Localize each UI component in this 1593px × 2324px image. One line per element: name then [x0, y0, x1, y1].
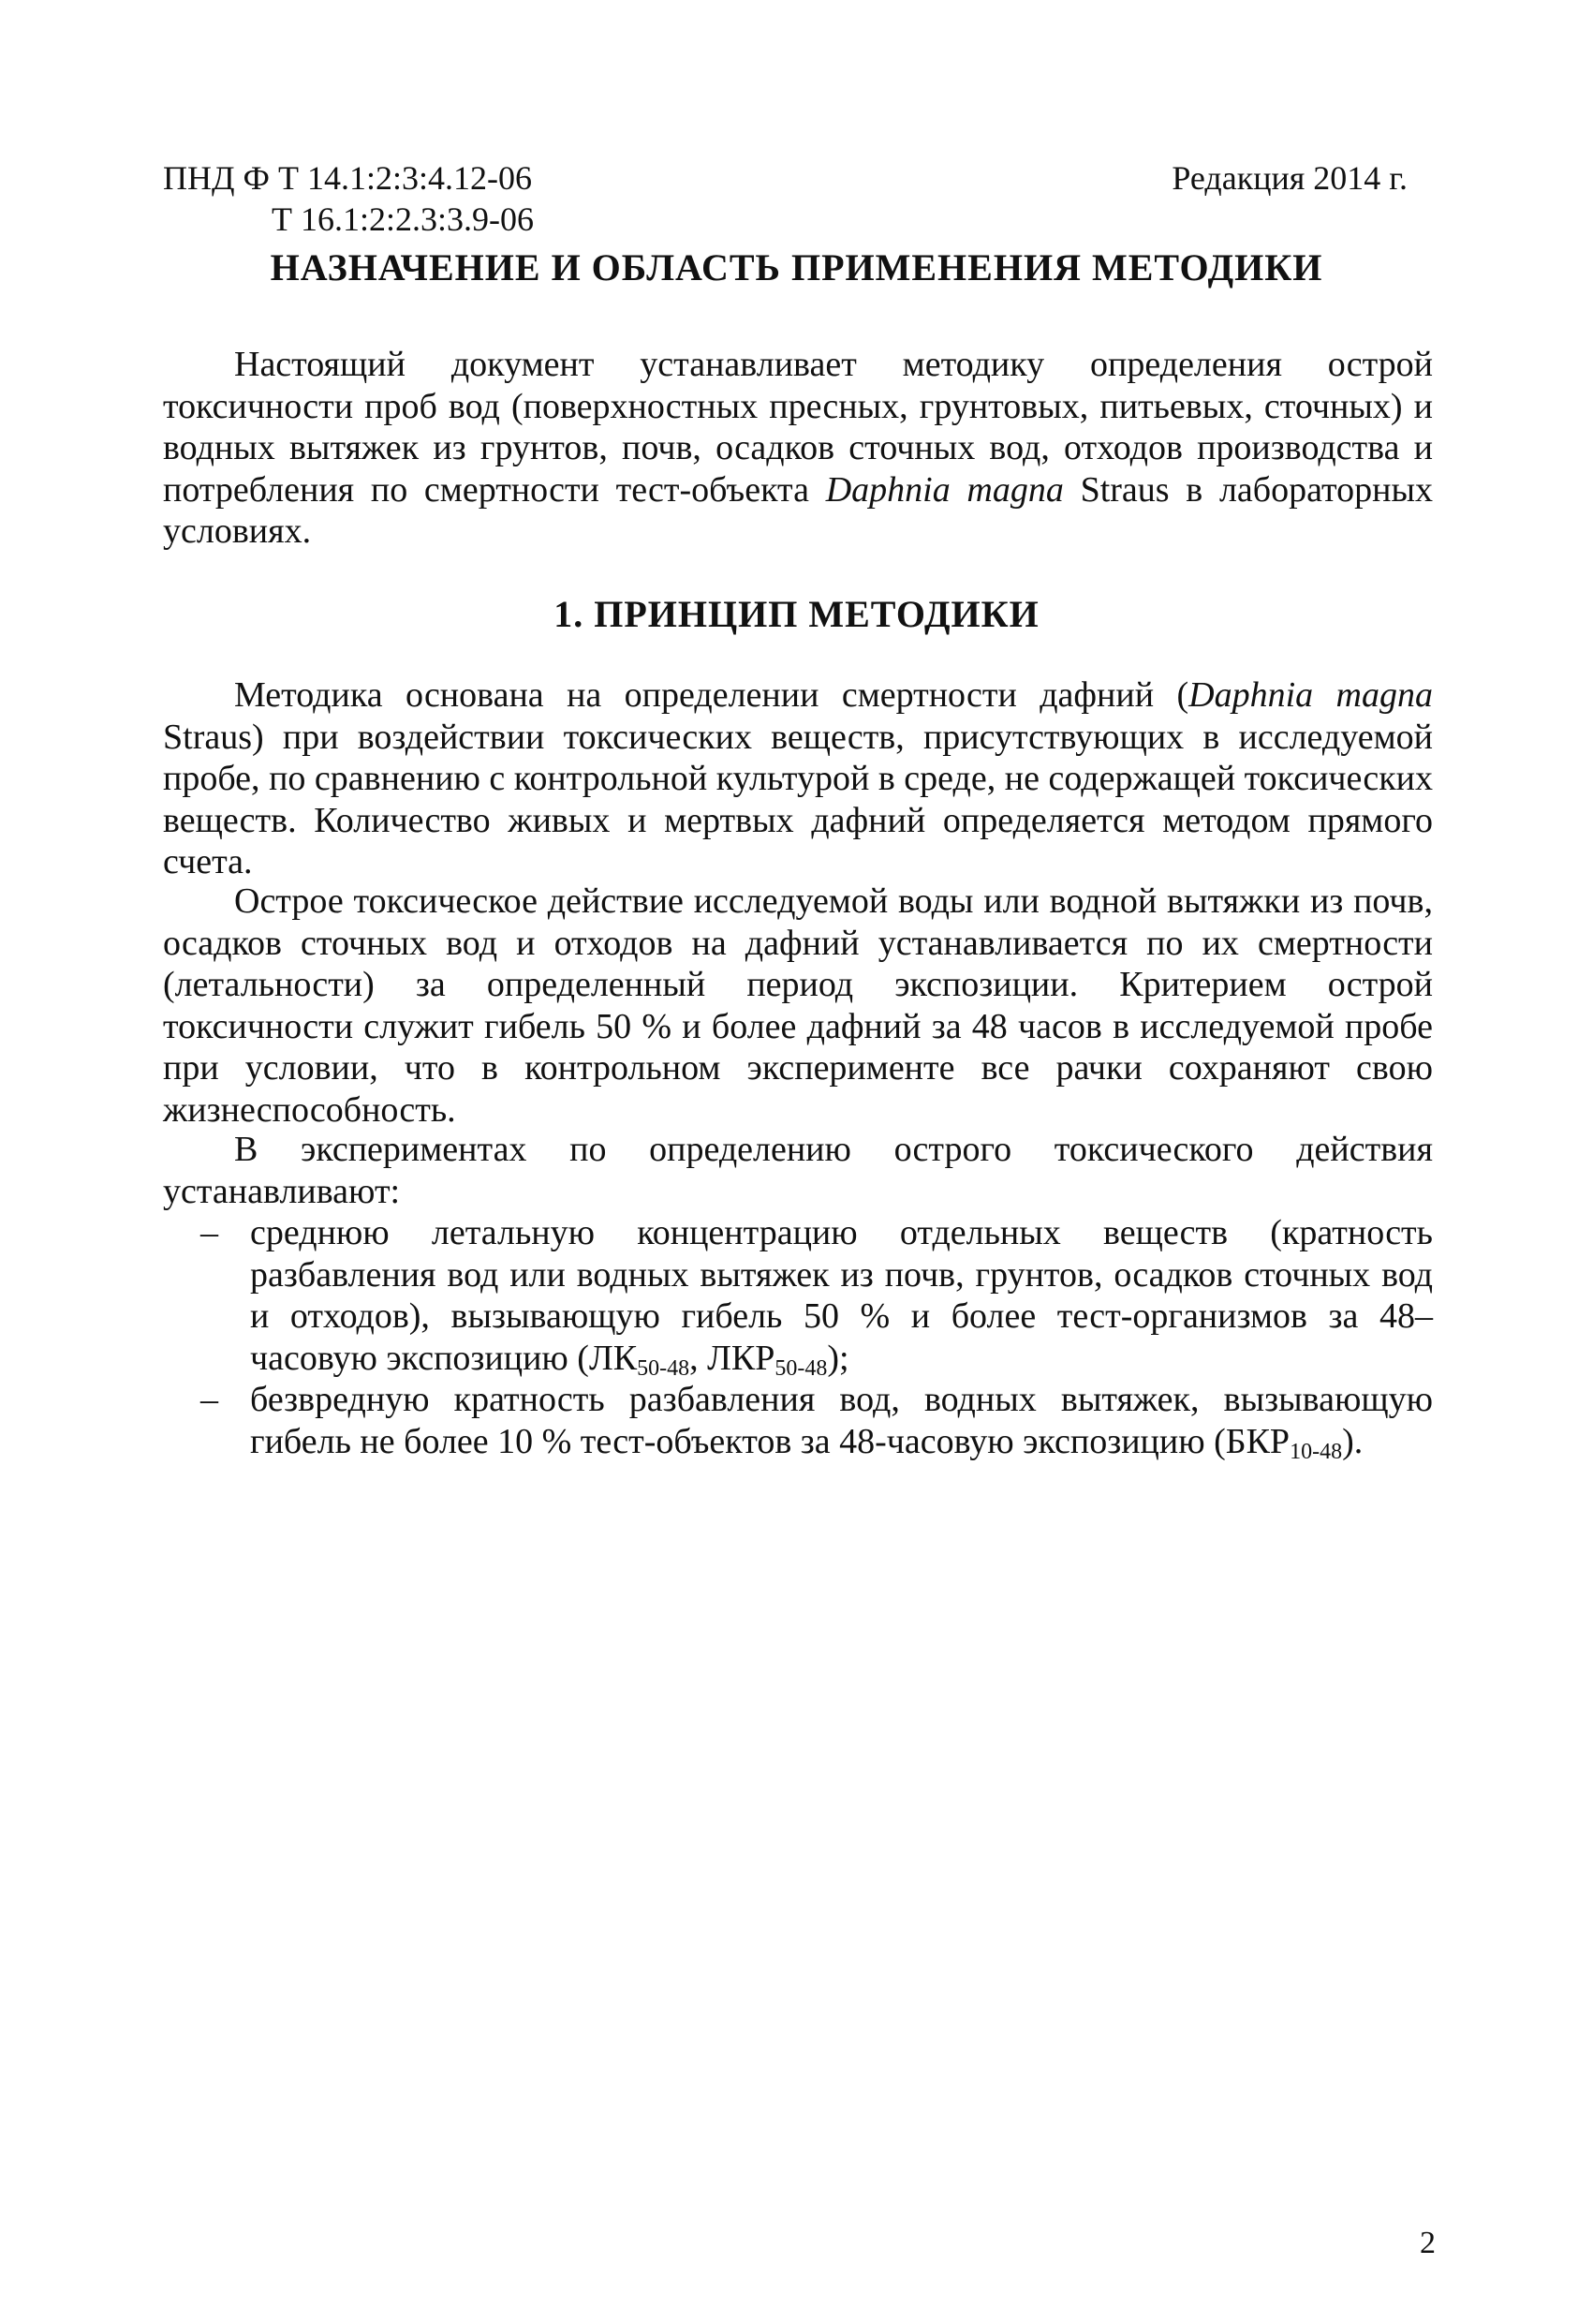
list-item: [163, 1379, 1433, 1462]
edition-label: Редакция 2014 г.: [1172, 159, 1408, 197]
criteria-list: [163, 1212, 1433, 1462]
abbr-lkr: ЛКР: [707, 1338, 775, 1378]
intro-species: Daphnia magna: [825, 469, 1064, 510]
page-number: 2: [1420, 2226, 1436, 2260]
section-paragraph-1: [163, 674, 1433, 883]
abbr-bkr-sub: 10-48: [1290, 1439, 1343, 1464]
section-paragraph-3: В экспериментах по определению острого токсического действия устанавливают:: [163, 1130, 1433, 1211]
abbr-bkr: БКР: [1225, 1421, 1291, 1461]
section-p1-species: Daphnia magna: [1188, 675, 1433, 715]
abbr-lk-sub: 50-48: [637, 1355, 690, 1381]
list-item-text: среднюю летальную концентрацию отдельных веществ (кратность разбавления вод или водных вытяжек из почв, грунтов, осадков сточных вод и отходов), вызывающую гибель 50 % и более тест-организмов за 48–часовую экспозицию (: [250, 1213, 1433, 1378]
document-code-line-1: ПНД Ф Т 14.1:2:3:4.12-06: [163, 159, 532, 197]
document-code: [163, 157, 534, 240]
abbr-lkr-sub: 50-48: [774, 1355, 828, 1381]
list-dash: –: [200, 1380, 218, 1419]
list-item-text: безвредную кратность разбавления вод, водных вытяжек, вызывающую гибель не более 10 % тест-объектов за 48-часовую экспозицию (: [250, 1380, 1433, 1461]
abbr-lk: ЛК: [588, 1338, 638, 1378]
section-paragraph-2: Острое токсическое действие исследуемой воды или водной вытяжки из почв, осадков сточных вод и отходов на дафний устанавливается по их смертности (летальности) за определенный период экспозиции. Критерием острой токсичности служит гибель 50 % и более дафний за 48 часов в исследуемой пробе при условии, что в контрольном эксперименте все рачки сохраняют свою жизнеспособность.: [163, 881, 1433, 1130]
intro-text-b: Straus в лабораторных условиях.: [163, 469, 1433, 551]
section-p1-text-a: Методика основана на определении смертности дафний (: [234, 675, 1189, 715]
list-item-end: ).: [1342, 1421, 1364, 1461]
intro-text-a: Настоящий документ устанавливает методику определения острой токсичности проб вод (поверхностных пресных, грунтовых, питьевых, сточных) и водных вытяжек из грунтов, почв, осадков сточных вод, отходов производства и потребления по смертности тест-объекта: [163, 345, 1433, 510]
section-title: 1. ПРИНЦИП МЕТОДИКИ: [553, 593, 1040, 635]
section-p1-text-b: Straus) при воздействии токсических веществ, присутствующих в исследуемой пробе, по сравнению с контрольной культурой в среде, не содержащей токсических веществ. Количество живых и мертвых дафний определяется методом прямого счета.: [163, 717, 1433, 881]
page-title: НАЗНАЧЕНИЕ И ОБЛАСТЬ ПРИМЕНЕНИЯ МЕТОДИКИ: [270, 246, 1323, 289]
list-item: [163, 1212, 1433, 1379]
abbr-separator: ,: [689, 1338, 708, 1378]
intro-paragraph: [163, 344, 1433, 553]
list-dash: –: [200, 1213, 218, 1252]
list-item-end: );: [827, 1338, 849, 1378]
document-code-line-2: Т 16.1:2:2.3:3.9-06: [272, 200, 534, 238]
